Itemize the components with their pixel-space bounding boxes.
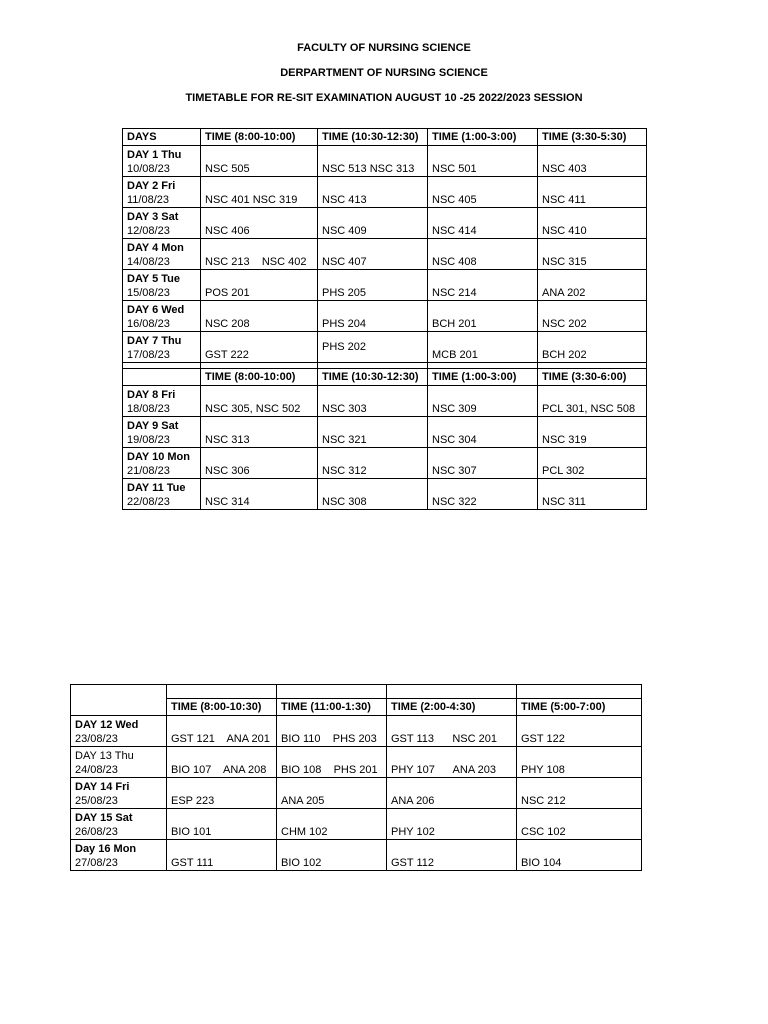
- exam-cell: NSC 311: [538, 479, 647, 510]
- exam-cell: NSC 314: [201, 479, 318, 510]
- day-cell: DAY 12 Wed 23/08/23: [71, 716, 167, 747]
- timetable-title: TIMETABLE FOR RE-SIT EXAMINATION AUGUST 10 -25 2022/2023 SESSION: [185, 92, 583, 104]
- table-row: [123, 386, 647, 417]
- exam-cell: NSC 306: [201, 448, 318, 479]
- day-cell: DAY 4 Mon 14/08/23: [123, 239, 201, 270]
- table-row: [71, 840, 642, 871]
- exam-cell: PHY 107 ANA 203: [387, 747, 517, 778]
- exam-cell: NSC 403: [538, 146, 647, 177]
- exam-cell: NSC 208: [201, 301, 318, 332]
- exam-cell: NSC 303: [318, 386, 428, 417]
- exam-cell: NSC 202: [538, 301, 647, 332]
- table-row: [71, 747, 642, 778]
- exam-cell: NSC 214: [428, 270, 538, 301]
- exam-cell: ANA 202: [538, 270, 647, 301]
- table-row: [123, 270, 647, 301]
- exam-cell: NSC 414: [428, 208, 538, 239]
- table-row: [71, 809, 642, 840]
- exam-cell: PCL 302: [538, 448, 647, 479]
- header-cell: TIME (8:00-10:30): [167, 699, 277, 716]
- exam-cell: NSC 322: [428, 479, 538, 510]
- exam-cell: NSC 312: [318, 448, 428, 479]
- day-cell: DAY 13 Thu 24/08/23: [71, 747, 167, 778]
- exam-cell: NSC 410: [538, 208, 647, 239]
- day-cell: DAY 7 Thu 17/08/23: [123, 332, 201, 363]
- exam-cell: NSC 409: [318, 208, 428, 239]
- exam-cell: GST 111: [167, 840, 277, 871]
- table-row: [123, 332, 647, 363]
- table-row: [123, 177, 647, 208]
- header-cell: TIME (5:00-7:00): [517, 699, 642, 716]
- table-header-row: [123, 129, 647, 146]
- exam-cell: BIO 104: [517, 840, 642, 871]
- table-row: [123, 208, 647, 239]
- exam-cell: NSC 408: [428, 239, 538, 270]
- exam-cell: NSC 505: [201, 146, 318, 177]
- header-cell: [71, 699, 167, 716]
- table-row: [123, 479, 647, 510]
- header-cell: TIME (1:00-3:00): [428, 129, 538, 146]
- exam-cell: GST 222: [201, 332, 318, 363]
- header-cell: TIME (1:00-3:00): [428, 369, 538, 386]
- day-cell: DAY 9 Sat 19/08/23: [123, 417, 201, 448]
- exam-cell: NSC 305, NSC 502: [201, 386, 318, 417]
- day-cell: DAY 15 Sat 26/08/23: [71, 809, 167, 840]
- exam-cell: NSC 308: [318, 479, 428, 510]
- exam-cell: NSC 401 NSC 319: [201, 177, 318, 208]
- exam-cell: PHS 205: [318, 270, 428, 301]
- table-header-row: [123, 369, 647, 386]
- exam-cell: NSC 307: [428, 448, 538, 479]
- day-cell: DAY 2 Fri 11/08/23: [123, 177, 201, 208]
- exam-cell: PHS 204: [318, 301, 428, 332]
- exam-cell: NSC 213 NSC 402: [201, 239, 318, 270]
- day-cell: DAY 14 Fri 25/08/23: [71, 778, 167, 809]
- header-cell: TIME (10:30-12:30): [318, 129, 428, 146]
- exam-cell: NSC 304: [428, 417, 538, 448]
- exam-cell: BCH 202: [538, 332, 647, 363]
- exam-cell: NSC 315: [538, 239, 647, 270]
- exam-cell: ESP 223: [167, 778, 277, 809]
- department-title: DERPARTMENT OF NURSING SCIENCE: [280, 67, 488, 79]
- header-cell: TIME (3:30-5:30): [538, 129, 647, 146]
- exam-cell: ANA 206: [387, 778, 517, 809]
- day-cell: Day 16 Mon 27/08/23: [71, 840, 167, 871]
- exam-cell: NSC 321: [318, 417, 428, 448]
- table-row: [71, 778, 642, 809]
- exam-cell: GST 121 ANA 201: [167, 716, 277, 747]
- exam-cell: BIO 108 PHS 201: [277, 747, 387, 778]
- exam-cell: BIO 101: [167, 809, 277, 840]
- day-cell: DAY 10 Mon 21/08/23: [123, 448, 201, 479]
- table-row: [123, 448, 647, 479]
- exam-cell: NSC 313: [201, 417, 318, 448]
- exam-cell: CSC 102: [517, 809, 642, 840]
- day-cell: DAY 8 Fri 18/08/23: [123, 386, 201, 417]
- day-cell: DAY 6 Wed 16/08/23: [123, 301, 201, 332]
- exam-cell: NSC 212: [517, 778, 642, 809]
- exam-cell: BIO 107 ANA 208: [167, 747, 277, 778]
- day-cell: DAY 11 Tue 22/08/23: [123, 479, 201, 510]
- exam-cell: POS 201: [201, 270, 318, 301]
- exam-cell: BIO 110 PHS 203: [277, 716, 387, 747]
- table-header-row: [71, 699, 642, 716]
- day-cell: DAY 1 Thu 10/08/23: [123, 146, 201, 177]
- exam-cell: PCL 301, NSC 508: [538, 386, 647, 417]
- header-cell: TIME (2:00-4:30): [387, 699, 517, 716]
- table-row: [123, 417, 647, 448]
- exam-cell: NSC 501: [428, 146, 538, 177]
- day-cell: DAY 5 Tue 15/08/23: [123, 270, 201, 301]
- exam-cell: PHY 102: [387, 809, 517, 840]
- header-cell: TIME (10:30-12:30): [318, 369, 428, 386]
- header-cell: TIME (11:00-1:30): [277, 699, 387, 716]
- exam-cell: GST 113 NSC 201: [387, 716, 517, 747]
- table-row: [123, 301, 647, 332]
- exam-cell: BIO 102: [277, 840, 387, 871]
- header-cell: [123, 369, 201, 386]
- exam-cell: PHS 202: [318, 332, 428, 363]
- day-cell: DAY 3 Sat 12/08/23: [123, 208, 201, 239]
- exam-cell: NSC 309: [428, 386, 538, 417]
- exam-cell: MCB 201: [428, 332, 538, 363]
- exam-cell: NSC 411: [538, 177, 647, 208]
- table-row: [123, 146, 647, 177]
- header-cell: TIME (3:30-6:00): [538, 369, 647, 386]
- timetable-2: [70, 684, 642, 871]
- exam-cell: GST 112: [387, 840, 517, 871]
- exam-cell: NSC 413: [318, 177, 428, 208]
- exam-cell: ANA 205: [277, 778, 387, 809]
- exam-cell: NSC 405: [428, 177, 538, 208]
- exam-cell: CHM 102: [277, 809, 387, 840]
- exam-cell: NSC 407: [318, 239, 428, 270]
- spacer-row: [71, 685, 642, 699]
- table-row: [123, 239, 647, 270]
- header-cell: TIME (8:00-10:00): [201, 129, 318, 146]
- exam-cell: GST 122: [517, 716, 642, 747]
- table-row: [71, 716, 642, 747]
- exam-cell: NSC 319: [538, 417, 647, 448]
- header-cell: TIME (8:00-10:00): [201, 369, 318, 386]
- timetable-1: [122, 128, 647, 510]
- exam-cell: NSC 406: [201, 208, 318, 239]
- exam-cell: PHY 108: [517, 747, 642, 778]
- faculty-title: FACULTY OF NURSING SCIENCE: [297, 42, 471, 54]
- exam-cell: BCH 201: [428, 301, 538, 332]
- exam-cell: NSC 513 NSC 313: [318, 146, 428, 177]
- header-cell: DAYS: [123, 129, 201, 146]
